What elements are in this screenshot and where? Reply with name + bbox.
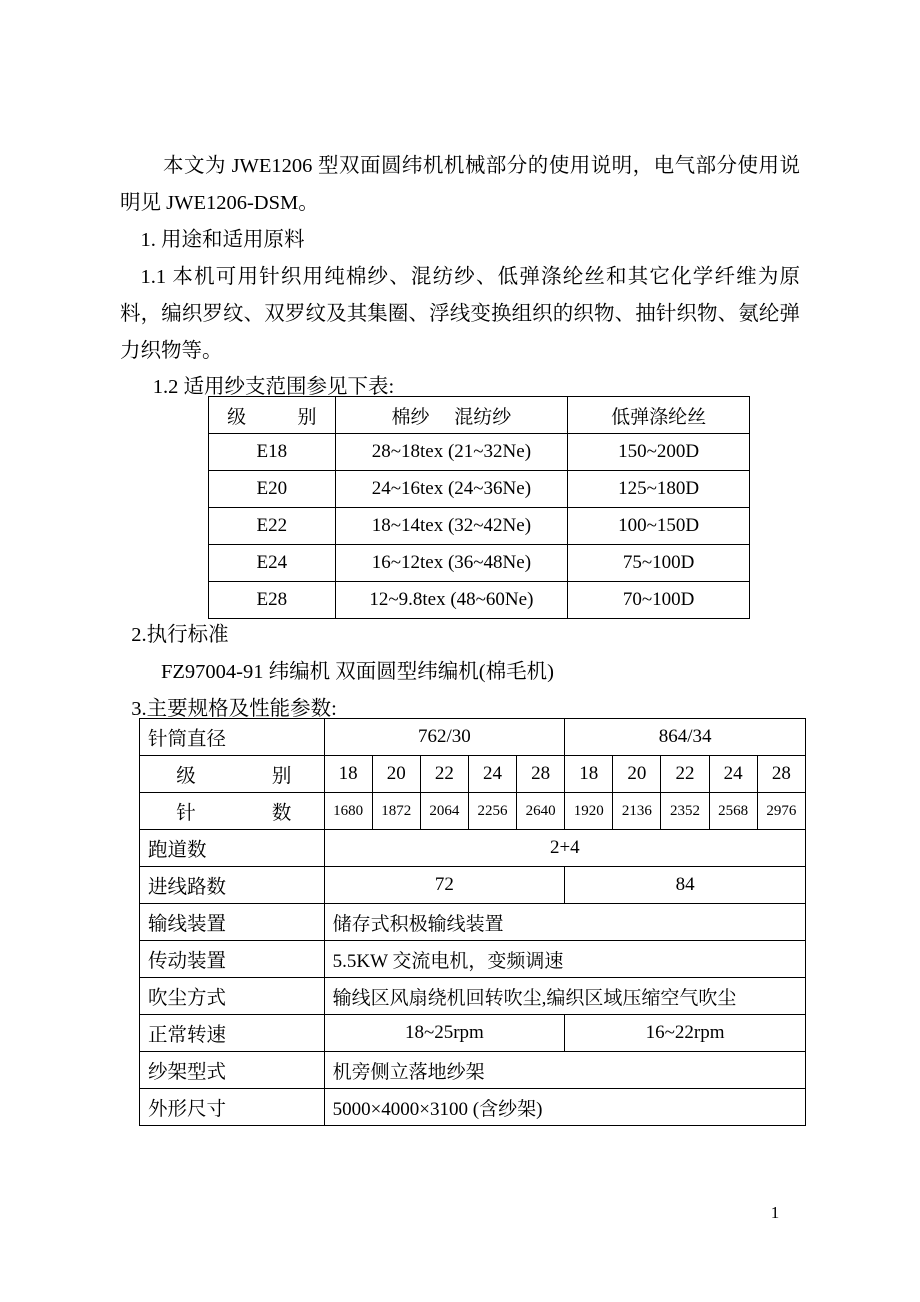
paragraph-section-1-2: 1.2 适用纱支范围参见下表: [152, 376, 395, 398]
table-row [209, 582, 750, 619]
cell-speed-group-1: 18~25rpm [324, 1015, 565, 1052]
header-grade: 级 别 [209, 397, 336, 434]
row-drive-device [140, 941, 806, 978]
cell-speed-group-2: 16~22rpm [565, 1015, 806, 1052]
row-grade [140, 756, 806, 793]
paragraph-intro: 本文为 JWE1206 型双面圆纬机机械部分的使用说明，电气部分使用说明见 JWE1206-DSM。 [120, 155, 800, 214]
cell-yarn: 24~16tex (24~36Ne) [335, 471, 568, 508]
cell-polyester: 70~100D [568, 582, 750, 619]
cell-polyester: 75~100D [568, 545, 750, 582]
cell-needle-count: 2976 [757, 793, 805, 830]
label-feeder-count: 进线路数 [140, 867, 325, 904]
cell-grade: 28 [757, 756, 805, 793]
cell-yarn: 18~14tex (32~42Ne) [335, 508, 568, 545]
label-grade: 级 别 [140, 756, 325, 793]
row-overall-size [140, 1089, 806, 1126]
table-row [209, 434, 750, 471]
cell-feeder-group-2: 84 [565, 867, 806, 904]
cell-grade: 18 [324, 756, 372, 793]
paragraph-standard: FZ97004-91 纬编机 双面圆型纬编机(棉毛机) [161, 661, 554, 683]
cell-yarn: 12~9.8tex (48~60Ne) [335, 582, 568, 619]
cell-grade: E28 [209, 582, 336, 619]
header-yarn [335, 397, 568, 434]
table-row [209, 471, 750, 508]
row-needle-count [140, 793, 806, 830]
cell-grade: E20 [209, 471, 336, 508]
cell-needle-count: 2064 [420, 793, 468, 830]
cell-diameter-group-2: 864/34 [565, 719, 806, 756]
heading-section-1: 1. 用途和适用原料 [140, 229, 305, 251]
row-yarn-feed-device [140, 904, 806, 941]
row-track-count [140, 830, 806, 867]
heading-section-3: 3.主要规格及性能参数: [131, 698, 337, 720]
cell-grade: 20 [613, 756, 661, 793]
cell-diameter-group-1: 762/30 [324, 719, 565, 756]
cell-grade: E24 [209, 545, 336, 582]
cell-needle-count: 1920 [565, 793, 613, 830]
cell-grade: 22 [661, 756, 709, 793]
label-track-count: 跑道数 [140, 830, 325, 867]
row-cylinder-diameter [140, 719, 806, 756]
cell-grade: 24 [709, 756, 757, 793]
table-row [209, 545, 750, 582]
cell-creel-type: 机旁侧立落地纱架 [324, 1052, 805, 1089]
row-dust-blow [140, 978, 806, 1015]
label-creel-type: 纱架型式 [140, 1052, 325, 1089]
cell-needle-count: 2352 [661, 793, 709, 830]
cell-dust-blow: 输线区风扇绕机回转吹尘,编织区域压缩空气吹尘 [324, 978, 805, 1015]
cell-grade: E18 [209, 434, 336, 471]
cell-grade: 20 [372, 756, 420, 793]
cell-drive-device: 5.5KW 交流电机，变频调速 [324, 941, 805, 978]
table-header-row [209, 397, 750, 434]
specification-table [139, 718, 806, 1126]
yarn-count-table [208, 396, 750, 619]
cell-polyester: 100~150D [568, 508, 750, 545]
row-creel-type [140, 1052, 806, 1089]
cell-needle-count: 1872 [372, 793, 420, 830]
cell-needle-count: 2568 [709, 793, 757, 830]
row-feeder-count [140, 867, 806, 904]
label-needle-count: 针 数 [140, 793, 325, 830]
cell-overall-size: 5000×4000×3100 (含纱架) [324, 1089, 805, 1126]
heading-section-2: 2.执行标准 [131, 624, 229, 646]
cell-yarn: 28~18tex (21~32Ne) [335, 434, 568, 471]
cell-grade: 24 [468, 756, 516, 793]
row-normal-speed [140, 1015, 806, 1052]
header-polyester: 低弹涤纶丝 [568, 397, 750, 434]
cell-yarn-feed-device: 储存式积极输线装置 [324, 904, 805, 941]
table-row [209, 508, 750, 545]
cell-polyester: 125~180D [568, 471, 750, 508]
header-blended-yarn: 混纺纱 [454, 406, 512, 428]
cell-feeder-group-1: 72 [324, 867, 565, 904]
header-cotton-yarn: 棉纱 [391, 406, 430, 428]
label-drive-device: 传动装置 [140, 941, 325, 978]
label-dust-blow: 吹尘方式 [140, 978, 325, 1015]
label-overall-size: 外形尺寸 [140, 1089, 325, 1126]
cell-grade: E22 [209, 508, 336, 545]
paragraph-section-1-1: 1.1 本机可用针织用纯棉纱、混纺纱、低弹涤纶丝和其它化学纤维为原料，编织罗纹、双罗纹及其集圈、浮线变换组织的织物、抽针织物、氨纶弹力织物等。 [120, 266, 800, 362]
cell-needle-count: 2640 [517, 793, 565, 830]
cell-grade: 28 [517, 756, 565, 793]
label-cylinder-diameter: 针筒直径 [140, 719, 325, 756]
cell-grade: 22 [420, 756, 468, 793]
cell-yarn: 16~12tex (36~48Ne) [335, 545, 568, 582]
label-normal-speed: 正常转速 [140, 1015, 325, 1052]
cell-grade: 18 [565, 756, 613, 793]
cell-needle-count: 1680 [324, 793, 372, 830]
label-yarn-feed-device: 输线装置 [140, 904, 325, 941]
page-number: 1 [770, 1203, 780, 1222]
cell-needle-count: 2136 [613, 793, 661, 830]
cell-needle-count: 2256 [468, 793, 516, 830]
cell-track-count: 2+4 [324, 830, 805, 867]
cell-polyester: 150~200D [568, 434, 750, 471]
